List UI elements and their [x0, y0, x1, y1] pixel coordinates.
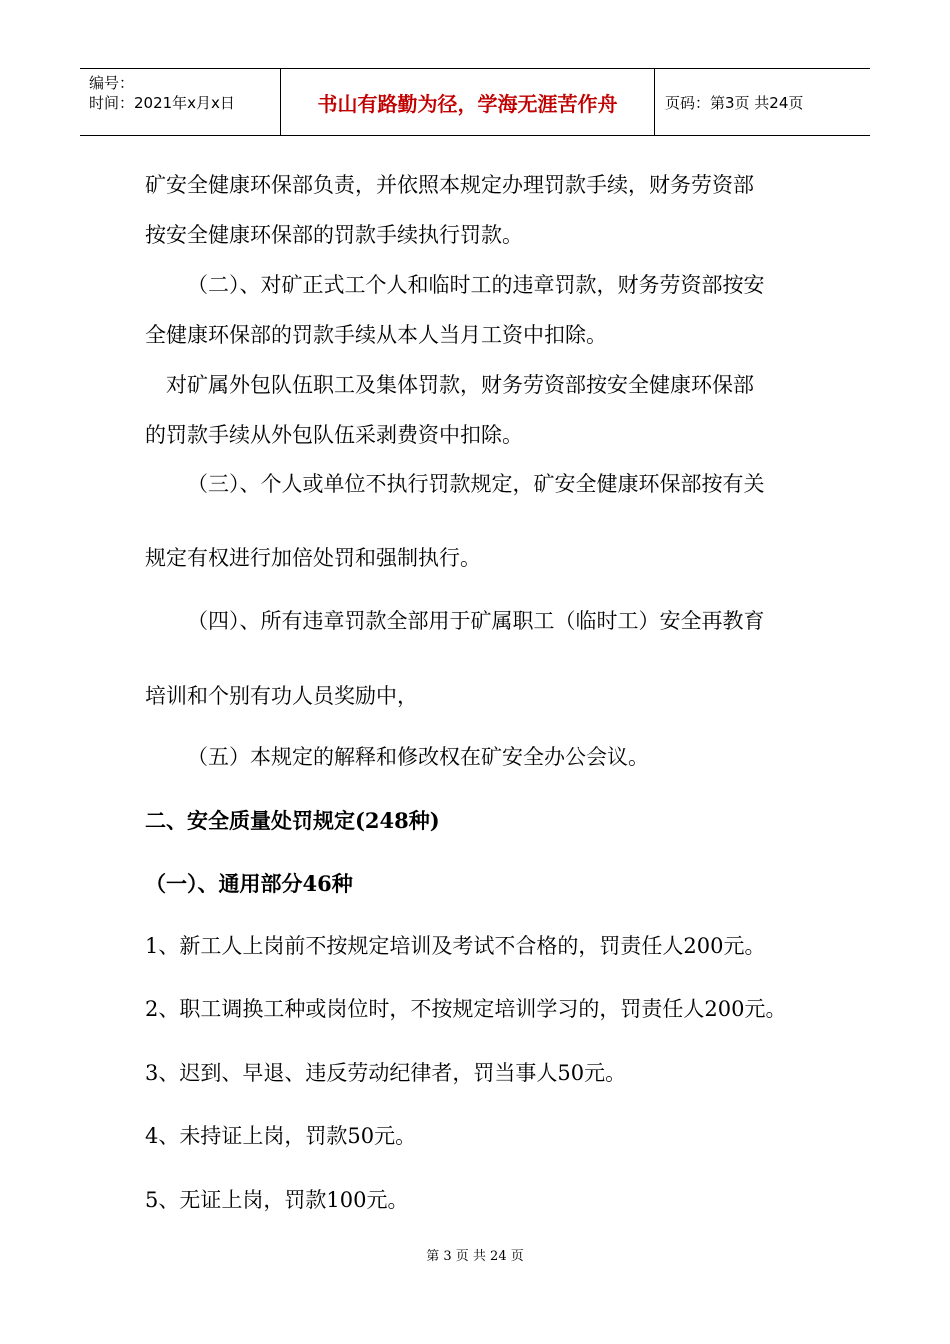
- list-item: 5、无证上岗，罚款100元。: [145, 1188, 409, 1212]
- header-page-number: 页码：第3页 共24页: [665, 93, 804, 112]
- body-line: 培训和个别有功人员奖励中，: [145, 684, 418, 708]
- list-item: 3、迟到、早退、违反劳动纪律者，罚当事人50元。: [145, 1061, 627, 1085]
- subsection-heading: （一）、通用部分46种: [145, 871, 353, 896]
- body-line: 按安全健康环保部的罚款手续执行罚款。: [145, 223, 523, 247]
- body-line: （五）本规定的解释和修改权在矿安全办公会议。: [187, 745, 649, 769]
- date-label: 时间：2021年x月x日: [89, 94, 235, 112]
- section-heading: 二、安全质量处罚规定(248种): [145, 808, 440, 833]
- body-line: （三）、个人或单位不执行罚款规定，矿安全健康环保部按有关: [187, 472, 765, 496]
- body-line: 规定有权进行加倍处罚和强制执行。: [145, 546, 481, 570]
- body-line: （四）、所有违章罚款全部用于矿属职工（临时工）安全再教育: [187, 609, 765, 633]
- serial-number-label: 编号：: [89, 74, 135, 92]
- body-line: 的罚款手续从外包队伍采剥费资中扣除。: [145, 423, 523, 447]
- body-line: 矿安全健康环保部负责，并依照本规定办理罚款手续，财务劳资部: [145, 173, 754, 197]
- body-line: 对矿属外包队伍职工及集体罚款，财务劳资部按安全健康环保部: [166, 373, 754, 397]
- page-footer: 第 3 页 共 24 页: [426, 1249, 524, 1264]
- header-info-cell: [80, 69, 281, 135]
- list-item: 4、未持证上岗，罚款50元。: [145, 1124, 417, 1148]
- list-item: 2、职工调换工种或岗位时，不按规定培训学习的，罚责任人200元。: [145, 997, 787, 1021]
- body-line: （二）、对矿正式工个人和临时工的违章罚款，财务劳资部按安: [187, 273, 765, 297]
- list-item: 1、新工人上岗前不按规定培训及考试不合格的，罚责任人200元。: [145, 934, 766, 958]
- document-header: [80, 68, 870, 136]
- body-line: 全健康环保部的罚款手续从本人当月工资中扣除。: [145, 323, 607, 347]
- header-motto: 书山有路勤为径，学海无涯苦作舟: [281, 69, 655, 135]
